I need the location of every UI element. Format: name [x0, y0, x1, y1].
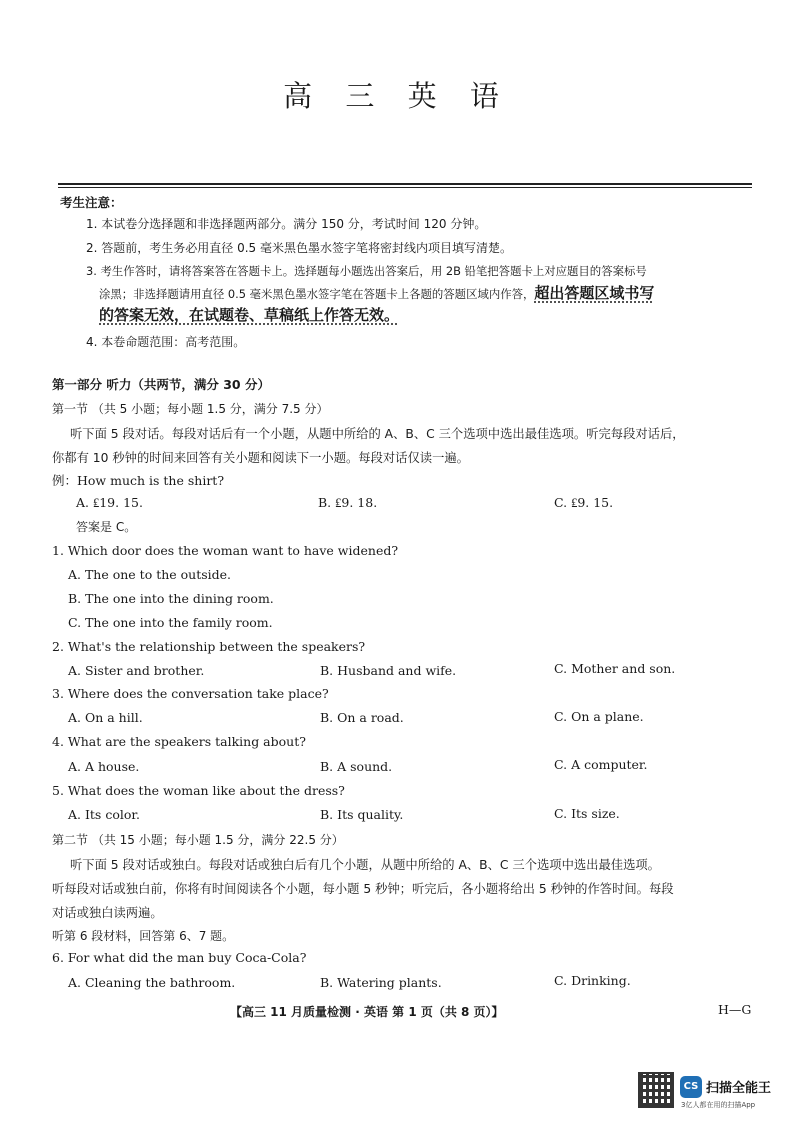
- material-6-instruction: 听第 6 段材料，回答第 6、7 题。: [52, 929, 235, 943]
- notice-item-3-text: 涂黑；非选择题请用直径 0.5 毫米黑色墨水签字笔在答题卡上各题的答题区域内作答，: [99, 287, 535, 301]
- example-answer: 答案是 C。: [76, 520, 137, 534]
- example-option-b: B. ₤9. 18.: [318, 495, 378, 510]
- section-two-instructions-3: 对话或独白读两遍。: [52, 906, 163, 920]
- page-footer: 【高三 11 月质量检测 · 英语 第 1 页（共 8 页）】: [230, 1005, 504, 1019]
- scanner-watermark-subtitle: 3亿人都在用的扫描App: [681, 1101, 756, 1109]
- question-1-option-c: C. The one into the family room.: [68, 615, 273, 630]
- example-question: 例：How much is the shirt?: [52, 473, 225, 488]
- part-one-heading: 第一部分 听力（共两节，满分 30 分）: [52, 377, 270, 392]
- notice-item-3-line-2: [99, 282, 654, 303]
- question-5: 5. What does the woman like about the dress?: [52, 783, 345, 798]
- question-5-option-b: B. Its quality.: [320, 807, 404, 822]
- question-6-option-b: B. Watering plants.: [320, 975, 442, 990]
- question-2-option-a: A. Sister and brother.: [68, 663, 205, 678]
- question-6-option-c: C. Drinking.: [554, 973, 631, 988]
- question-3-option-b: B. On a road.: [320, 710, 404, 725]
- question-1-option-b: B. The one into the dining room.: [68, 591, 274, 606]
- section-two-instructions-1: 听下面 5 段对话或独白。每段对话或独白后有几个小题，从题中所给的 A、B、C 三个选项中选出最佳选项。: [70, 858, 660, 872]
- header-rule-thick: [58, 183, 752, 185]
- question-1: 1. Which door does the woman want to have widened?: [52, 543, 399, 558]
- header-rule-thin: [58, 187, 752, 188]
- section-two-instructions-2: 听每段对话或独白前，你将有时间阅读各个小题，每小题 5 秒钟；听完后，各小题将给出 5 秒钟的作答时间。每段: [52, 882, 674, 896]
- notice-heading: 考生注意：: [60, 195, 123, 210]
- example-option-c: C. ₤9. 15.: [554, 495, 614, 510]
- page-title: 高 三 英 语: [283, 79, 511, 113]
- question-3: 3. Where does the conversation take place?: [52, 686, 329, 701]
- notice-item-2: 2. 答题前，考生务必用直径 0.5 毫米黑色墨水签字笔将密封线内项目填写清楚。: [86, 241, 512, 255]
- camscanner-logo-icon: CS: [680, 1076, 702, 1098]
- question-4: 4. What are the speakers talking about?: [52, 734, 306, 749]
- notice-emphasis-1: 超出答题区域书写: [534, 284, 655, 302]
- notice-emphasis-2: 的答案无效，在试题卷、草稿纸上作答无效。: [99, 306, 400, 324]
- question-2: 2. What's the relationship between the speakers?: [52, 639, 366, 654]
- notice-item-3-line-1: 3. 考生作答时，请将答案答在答题卡上。选择题每小题选出答案后，用 2B 铅笔把答题卡上对应题目的答案标号: [86, 264, 647, 278]
- section-one-instructions-1: 听下面 5 段对话。每段对话后有一个小题，从题中所给的 A、B、C 三个选项中选出最佳选项。听完每段对话后，: [70, 427, 685, 441]
- scanner-watermark-title: 扫描全能王: [706, 1081, 772, 1096]
- question-1-option-a: A. The one to the outside.: [68, 567, 232, 582]
- question-3-option-c: C. On a plane.: [554, 709, 644, 724]
- question-4-option-b: B. A sound.: [320, 759, 393, 774]
- question-6: 6. For what did the man buy Coca-Cola?: [52, 950, 307, 965]
- notice-item-1: 1. 本试卷分选择题和非选择题两部分。满分 150 分，考试时间 120 分钟。: [86, 217, 487, 231]
- question-4-option-c: C. A computer.: [554, 757, 648, 772]
- question-4-option-a: A. A house.: [68, 759, 140, 774]
- question-3-option-a: A. On a hill.: [68, 710, 143, 725]
- question-5-option-c: C. Its size.: [554, 806, 620, 821]
- question-5-option-a: A. Its color.: [68, 807, 140, 822]
- page-code: H—G: [718, 1002, 752, 1017]
- question-2-option-c: C. Mother and son.: [554, 661, 676, 676]
- section-one-instructions-2: 你都有 10 秒钟的时间来回答有关小题和阅读下一小题。每段对话仅读一遍。: [52, 451, 469, 465]
- question-6-option-a: A. Cleaning the bathroom.: [68, 975, 236, 990]
- section-two-heading: 第二节 （共 15 小题；每小题 1.5 分，满分 22.5 分）: [52, 833, 344, 847]
- notice-item-4: 4. 本卷命题范围：高考范围。: [86, 335, 246, 349]
- example-option-a: A. ₤19. 15.: [76, 495, 143, 510]
- qr-code-icon: [638, 1072, 674, 1108]
- section-one-heading: 第一节 （共 5 小题；每小题 1.5 分，满分 7.5 分）: [52, 402, 329, 416]
- question-2-option-b: B. Husband and wife.: [320, 663, 457, 678]
